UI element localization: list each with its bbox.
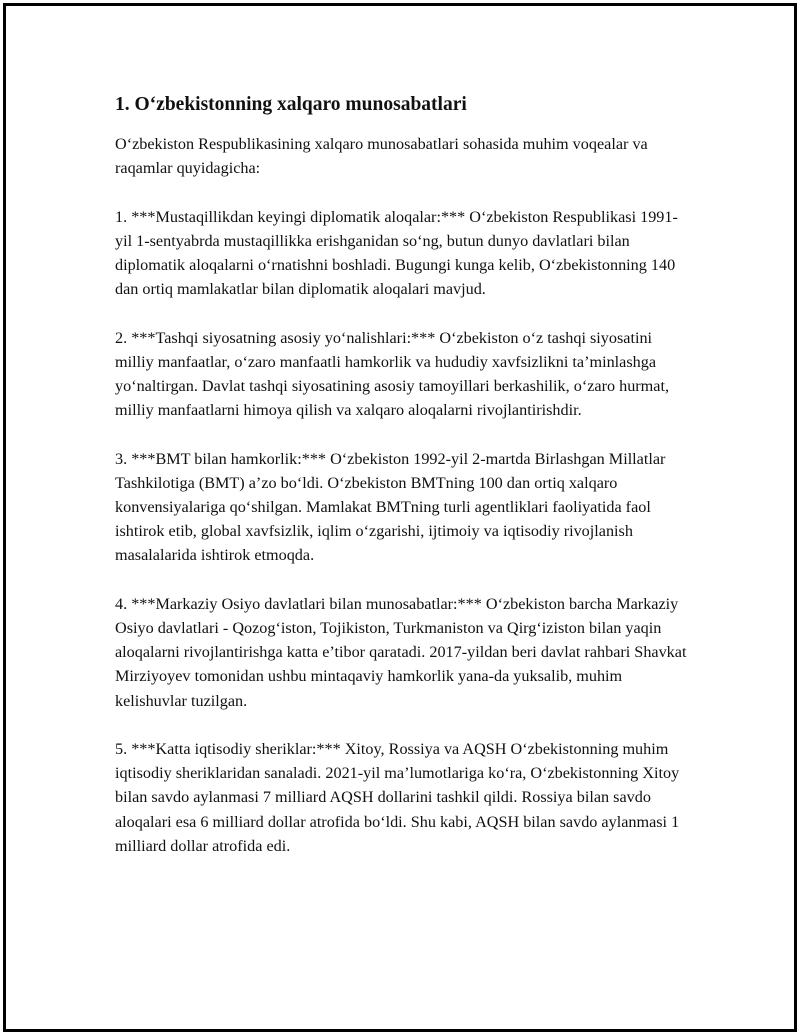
list-item: 5. ***Katta iqtisodiy sheriklar:*** Xitoy, Rossiya va AQSH O‘zbekistonning muhim iqtisodiy sheriklaridan sanaladi. 2021-yil ma’lumotlariga ko‘ra, O‘zbekistonning Xitoy bilan savdo aylanmasi 7 milliard AQSH dollarini tashkil qildi. Rossiya bilan savdo aloqalari esa 6 milliard dollar atrofida bo‘ldi. Shu kabi, AQSH bilan savdo aylanmasi 1 milliard dollar atrofida edi. <box>115 740 680 855</box>
list-item: 4. ***Markaziy Osiyo davlatlari bilan munosabatlar:*** O‘zbekiston barcha Markaziy Osiyo davlatlari - Qozog‘iston, Tojikiston, Turkmaniston va Qirg‘iziston bilan yaqin aloqalarni rivojlantirishga katta e’tibor qaratadi. 2017-yildan beri davlat rahbari Shavkat Mirziyoyev tomonidan ushbu mintaqaviy hamkorlik yana-da yuksalib, muhim kelishuvlar tuzilgan. <box>115 594 687 710</box>
list-item: 3. ***BMT bilan hamkorlik:*** O‘zbekiston 1992-yil 2-martda Birlashgan Millatlar Tashkilotiga (BMT) a’zo bo‘ldi. O‘zbekiston BMTning 100 dan ortiq xalqaro konvensiyalariga qo‘shilgan. Mamlakat BMTning turli agentliklari faoliyatida faol ishtirok etib, global xavfsizlik, iqlim o‘zgarishi, ijtimoiy va iqtisodiy rivojlanish masalalarida ishtirok etmoqda. <box>115 449 666 565</box>
list-item: 2. ***Tashqi siyosatning asosiy yo‘nalishlari:*** O‘zbekiston o‘z tashqi siyosatini milliy manfaatlar, o‘zaro manfaatli hamkorlik va hududiy xavfsizlikni ta’minlashga yo‘naltirgan. Davlat tashqi siyosatining asosiy tamoyillari berkashilik, o‘zaro hurmat, milliy manfaatlarni himoya qilish va xalqaro aloqalarni rivojlantirishdir. <box>115 328 670 420</box>
document-body <box>115 92 687 882</box>
list-item: 1. ***Mustaqillikdan keyingi diplomatik aloqalar:*** O‘zbekiston Respublikasi 1991-yil 1-sentyabrda mustaqillikka erishganidan so‘ng, butun dunyo davlatlari bilan diplomatik aloqalarni o‘rnatishni boshladi. Bugungi kunga kelib, O‘zbekistonning 140 dan ortiq mamlakatlar bilan diplomatik aloqalari mavjud. <box>115 207 678 299</box>
document-title: 1. O‘zbekistonning xalqaro munosabatlari <box>115 94 467 115</box>
intro-paragraph: O‘zbekiston Respublikasining xalqaro munosabatlari sohasida muhim voqealar va raqamlar quyidagicha: <box>115 135 648 178</box>
